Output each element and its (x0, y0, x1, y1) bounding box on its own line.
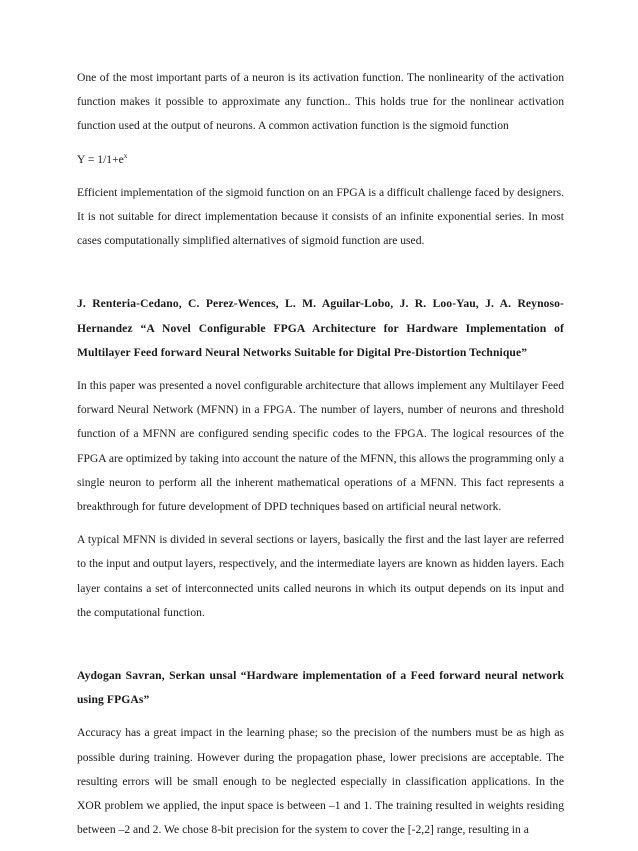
accuracy-paragraph: Accuracy has a great impact in the learning phase; so the precision of the numbers must be as high as possible during training. However during the propagation phase, lower precisions are acceptable. The resulting errors will be small enough to be neglected especially in classification applications. In the XOR problem we applied, the input space is between –1 and 1. The training resulted in weights residing between –2 and 2. We chose 8-bit precision for the system to cover the [-2,2] range, resulting in a (77, 726, 564, 837)
renteria-reference-heading: J. Renteria-Cedano, C. Perez-Wences, L. M. Aguilar-Lobo, J. R. Loo-Yau, J. A. Reynoso-Hernandez “A Novel Configurable FPGA Architecture for Hardware Implementation of Multilayer Feed forward Neural Networks Suitable for Digital Pre-Distortion Technique” (77, 297, 564, 359)
sigmoid-formula (77, 148, 564, 172)
formula-exponent: x (123, 151, 128, 160)
section-spacer (77, 262, 564, 292)
section-spacer (77, 634, 564, 664)
activation-function-paragraph: One of the most important parts of a neuron is its activation function. The nonlinearity of the activation function makes it possible to approximate any function.. This holds true for the nonlinear activation function used at the output of neurons. A common activation function is the sigmoid function (77, 71, 564, 133)
page-content (77, 66, 564, 851)
formula-base: Y = 1/1+e (77, 152, 124, 166)
sigmoid-implementation-paragraph: Efficient implementation of the sigmoid function on an FPGA is a difficult challenge faced by designers. It is not suitable for direct implementation because it consists of an infinite exponential series. In most cases computationally simplified alternatives of sigmoid function are used. (77, 185, 564, 248)
savran-reference-heading: Aydogan Savran, Serkan unsal “Hardware implementation of a Feed forward neural network using FPGAs” (77, 669, 564, 707)
mfnn-architecture-paragraph: In this paper was presented a novel configurable architecture that allows implement any Multilayer Feed forward Neural Network (MFNN) in a FPGA. The number of layers, number of neurons and threshold function of a MFNN are configured sending specific codes to the FPGA. The logical resources of the FPGA are optimized by taking into account the nature of the MFNN, this allows the programming only a single neuron to perform all the inherent mathematical operations of a MFNN. This fact represents a breakthrough for future development of DPD techniques based on artificial neural network. (77, 379, 564, 514)
mfnn-layers-paragraph: A typical MFNN is divided in several sections or layers, basically the first and the last layer are referred to the input and output layers, respectively, and the intermediate layers are known as hidden layers. Each layer contains a set of interconnected units called neurons in which its output depends on its input and the computational function. (77, 533, 564, 619)
